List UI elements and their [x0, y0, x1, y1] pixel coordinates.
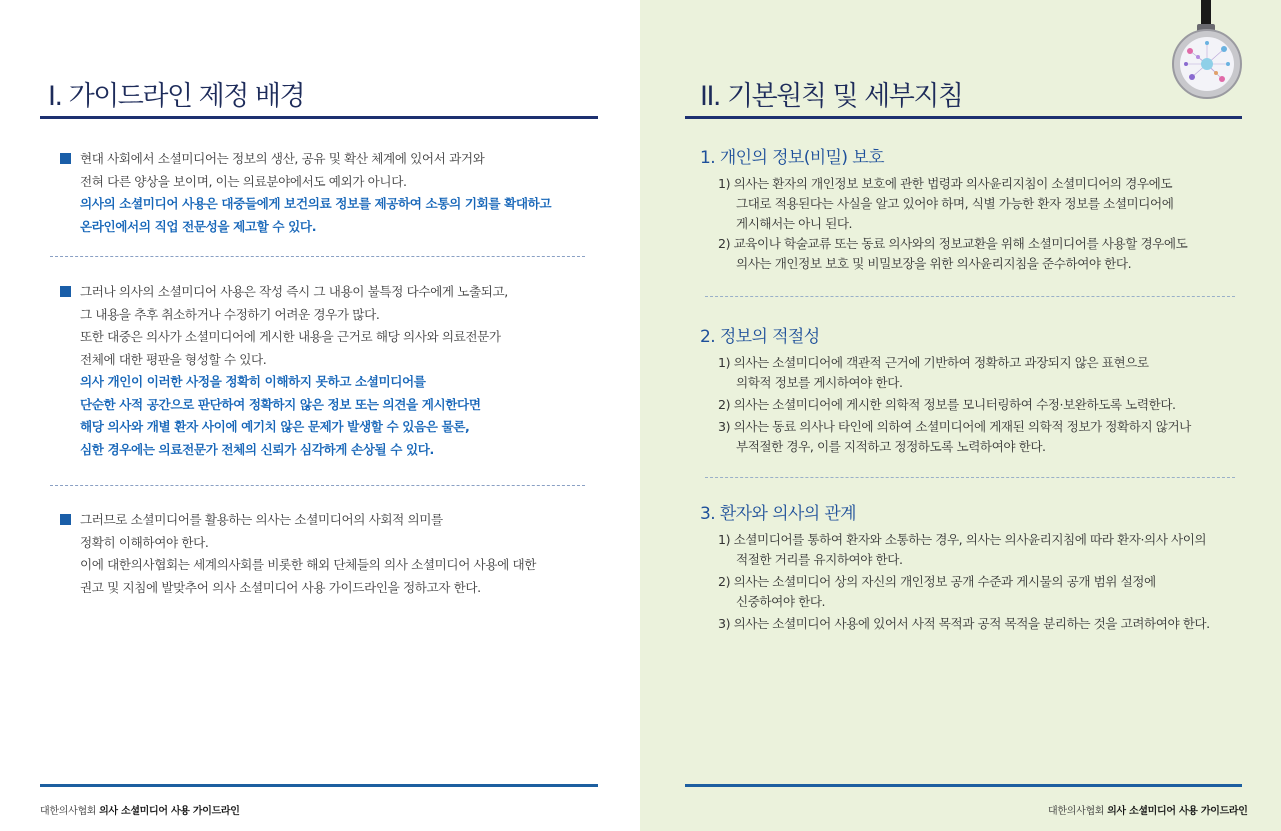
body-text-line: 정확히 이해하여야 한다. — [80, 534, 209, 550]
right-title-rule — [685, 116, 1242, 119]
subsection-heading: 2. 정보의 적절성 — [700, 327, 820, 347]
divider — [705, 477, 1235, 478]
left-footer — [40, 802, 240, 817]
guideline-item-line: 의학적 정보를 게시하여야 한다. — [736, 375, 903, 390]
guideline-item-line: 1) 소셜미디어를 통하여 환자와 소통하는 경우, 의사는 의사윤리지침에 따라 환자·의사 사이의 — [718, 532, 1207, 547]
guideline-item — [718, 395, 1176, 415]
guideline-item-line: 신중하여야 한다. — [736, 594, 826, 609]
guideline-item — [718, 353, 1149, 393]
left-section-title: I. 가이드라인 제정 배경 — [48, 81, 305, 112]
square-bullet-icon — [60, 153, 71, 164]
left-title-rule — [40, 116, 598, 119]
divider — [705, 296, 1235, 297]
right-section-title: II. 기본원칙 및 세부지침 — [700, 81, 963, 112]
body-text-line: 전혀 다른 양상을 보이며, 이는 의료분야에서도 예외가 아니다. — [80, 173, 407, 189]
emphasis-text-line: 의사 개인이 이러한 사정을 정확히 이해하지 못하고 소셜미디어를 — [80, 374, 426, 389]
guideline-item-line: 1) 의사는 환자의 개인정보 보호에 관한 법령과 의사윤리지침이 소셜미디어의 경우에도 — [718, 176, 1173, 191]
guideline-item-line: 2) 의사는 소셜미디어 상의 자신의 개인정보 공개 수준과 게시물의 공개 범위 설정에 — [718, 574, 1156, 589]
guideline-item — [718, 530, 1206, 570]
emphasis-text-line: 의사의 소셜미디어 사용은 대중들에게 보건의료 정보를 제공하여 소통의 기회를 확대하고 — [80, 196, 552, 211]
guideline-item-line: 의사는 개인정보 보호 및 비밀보장을 위한 의사윤리지침을 준수하여야 한다. — [736, 256, 1132, 271]
divider — [50, 485, 585, 486]
guideline-item — [718, 417, 1191, 457]
guideline-item-line: 적절한 거리를 유지하여야 한다. — [736, 552, 903, 567]
emphasis-text-line: 단순한 사적 공간으로 판단하여 정확하지 않은 정보 또는 의견을 게시한다면 — [80, 396, 481, 412]
guideline-item-line: 3) 의사는 소셜미디어 사용에 있어서 사적 목적과 공적 목적을 분리하는 것을 고려하여야 한다. — [718, 616, 1210, 631]
body-text-line: 그러나 의사의 소셜미디어 사용은 작성 즉시 그 내용이 불특정 다수에게 노출되고, — [80, 284, 508, 299]
body-text-line: 그러므로 소셜미디어를 활용하는 의사는 소셜미디어의 사회적 의미를 — [80, 512, 443, 527]
right-footer-rule — [685, 784, 1242, 787]
emphasis-text-line: 심한 경우에는 의료전문가 전체의 신뢰가 심각하게 손상될 수 있다. — [80, 441, 434, 457]
emphasis-text-line: 온라인에서의 직업 전문성을 제고할 수 있다. — [80, 218, 317, 234]
footer-org: 대한의사협회 — [1048, 806, 1105, 817]
paragraph-1 — [60, 148, 600, 238]
divider — [50, 256, 585, 257]
guideline-item-line: 그대로 적용된다는 사실을 알고 있어야 하며, 식별 가능한 환자 정보를 소셜미디어에 — [736, 196, 1174, 211]
guideline-item-line: 부적절한 경우, 이를 지적하고 정정하도록 노력하여야 한다. — [736, 439, 1046, 454]
subsection-heading: 1. 개인의 정보(비밀) 보호 — [700, 148, 884, 168]
footer-org: 대한의사협회 — [40, 806, 97, 817]
subsection-heading: 3. 환자와 의사의 관계 — [700, 504, 857, 524]
footer-doc-title: 의사 소셜미디어 사용 가이드라인 — [1107, 806, 1248, 817]
guideline-item — [718, 174, 1173, 234]
left-footer-rule — [40, 784, 598, 787]
body-text-line: 이에 대한의사협회는 세계의사회를 비롯한 해외 단체들의 의사 소셜미디어 사용에 대한 — [80, 557, 536, 572]
network-graphic — [1180, 37, 1234, 91]
body-text-line: 또한 대중은 의사가 소셜미디어에 게시한 내용을 근거로 해당 의사와 의료전문가 — [80, 329, 501, 344]
body-text-line: 현대 사회에서 소셜미디어는 정보의 생산, 공유 및 확산 체계에 있어서 과거와 — [80, 151, 485, 166]
guideline-item-line: 1) 의사는 소셜미디어에 객관적 근거에 기반하여 정확하고 과장되지 않은 표현으로 — [718, 355, 1149, 370]
footer-doc-title: 의사 소셜미디어 사용 가이드라인 — [99, 806, 240, 817]
square-bullet-icon — [60, 514, 71, 525]
emphasis-text-line: 해당 의사와 개별 환자 사이에 예기치 않은 문제가 발생할 수 있음은 물론, — [80, 419, 470, 434]
guideline-item-line: 게시해서는 아니 된다. — [736, 216, 853, 231]
guideline-item — [718, 234, 1187, 274]
network-badge-icon — [1172, 29, 1242, 99]
body-text-line: 권고 및 지침에 발맞추어 의사 소셜미디어 사용 가이드라인을 정하고자 한다. — [80, 579, 481, 595]
right-footer — [1048, 802, 1248, 817]
paragraph-2 — [60, 281, 600, 461]
guideline-item-line: 2) 의사는 소셜미디어에 게시한 의학적 정보를 모니터링하여 수정·보완하도록 노력한다. — [718, 397, 1176, 412]
guideline-item — [718, 572, 1156, 612]
guideline-item — [718, 614, 1210, 634]
body-text-line: 전체에 대한 평판을 형성할 수 있다. — [80, 351, 267, 367]
guideline-item-line: 2) 교육이나 학술교류 또는 동료 의사와의 정보교환을 위해 소셜미디어를 사용할 경우에도 — [718, 236, 1188, 251]
body-text-line: 그 내용을 추후 취소하거나 수정하기 어려운 경우가 많다. — [80, 306, 380, 322]
right-page — [640, 0, 1281, 831]
paragraph-3 — [60, 509, 600, 599]
guideline-item-line: 3) 의사는 동료 의사나 타인에 의하여 소셜미디어에 게재된 의학적 정보가 정확하지 않거나 — [718, 419, 1191, 434]
square-bullet-icon — [60, 286, 71, 297]
